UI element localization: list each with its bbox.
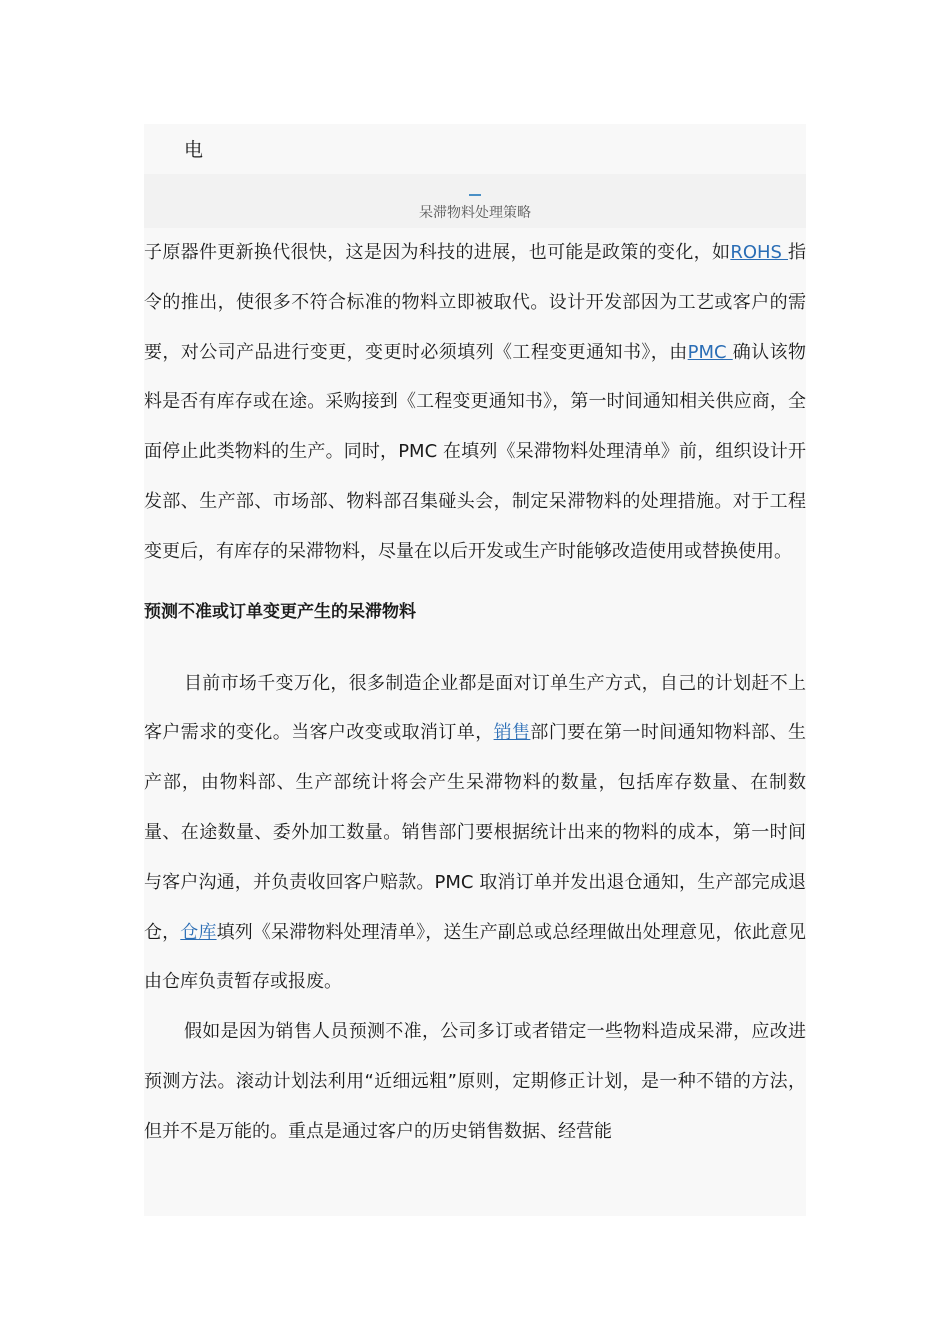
caption-text: 呆滞物料处理策略 xyxy=(419,205,531,221)
paragraph-order-change: 目前市场千变万化，很多制造企业都是面对订单生产方式，自己的计划赶不上客户需求的变化。当客户改变或取消订单，销售部门要在第一时间通知物料部、生产部，由物料部、生产部统计将会产生呆滞物料的数量，包括库存数量、在制数量、在途数量、委外加工数量。销售部门要根据统计出来的物料的成本，第一时间与客户沟通，并负责收回客户赔款。PMC 取消订单并发出退仓通知，生产部完成退仓，仓库填列《呆滞物料处理清单》，送生产副总或总经理做出处理意见，依此意见由仓库负责暂存或报废。 xyxy=(144,672,806,993)
link-warehouse[interactable]: 仓库 xyxy=(180,921,217,943)
link-pmc[interactable]: PMC xyxy=(687,341,733,363)
section-heading: 预测不准或订单变更产生的呆滞物料 xyxy=(144,601,416,622)
paragraph-engineering-change: 子原器件更新换代很快，这是因为科技的进展，也可能是政策的变化，如ROHS 指令的推出，使很多不符合标准的物料立即被取代。设计开发部因为工艺或客户的需要，对公司产品进行变更，变更时必须填列《工程变更通知书》，由PMC 确认该物料是否有库存或在途。采购接到《工程变更通知书》，第一时间通知相关供应商，全面停止此类物料的生产。同时，PMC 在填列《呆滞物料处理清单》前，组织设计开发部、生产部、市场部、物料部召集碰头会，制定呆滞物料的处理措施。对于工程变更后，有库存的呆滞物料，尽量在以后开发或生产时能够改造使用或替换使用。 xyxy=(144,242,806,562)
paragraph-fragment xyxy=(144,124,806,174)
fragment-text: 电 xyxy=(184,139,204,161)
caption-dash-icon xyxy=(469,194,481,196)
spacer xyxy=(144,625,806,659)
paragraph-forecast: 假如是因为销售人员预测不准，公司多订或者错定一些物料造成呆滞，应改进预测方法。滚动计划法利用“近细远粗”原则，定期修正计划，是一种不错的方法，但并不是万能的。重点是通过客户的历史销售数据、经营能 xyxy=(144,1021,806,1142)
image-caption xyxy=(144,174,806,228)
link-sales[interactable]: 销售 xyxy=(493,722,531,744)
article-content xyxy=(144,124,806,1216)
link-rohs[interactable]: ROHS xyxy=(730,242,789,263)
